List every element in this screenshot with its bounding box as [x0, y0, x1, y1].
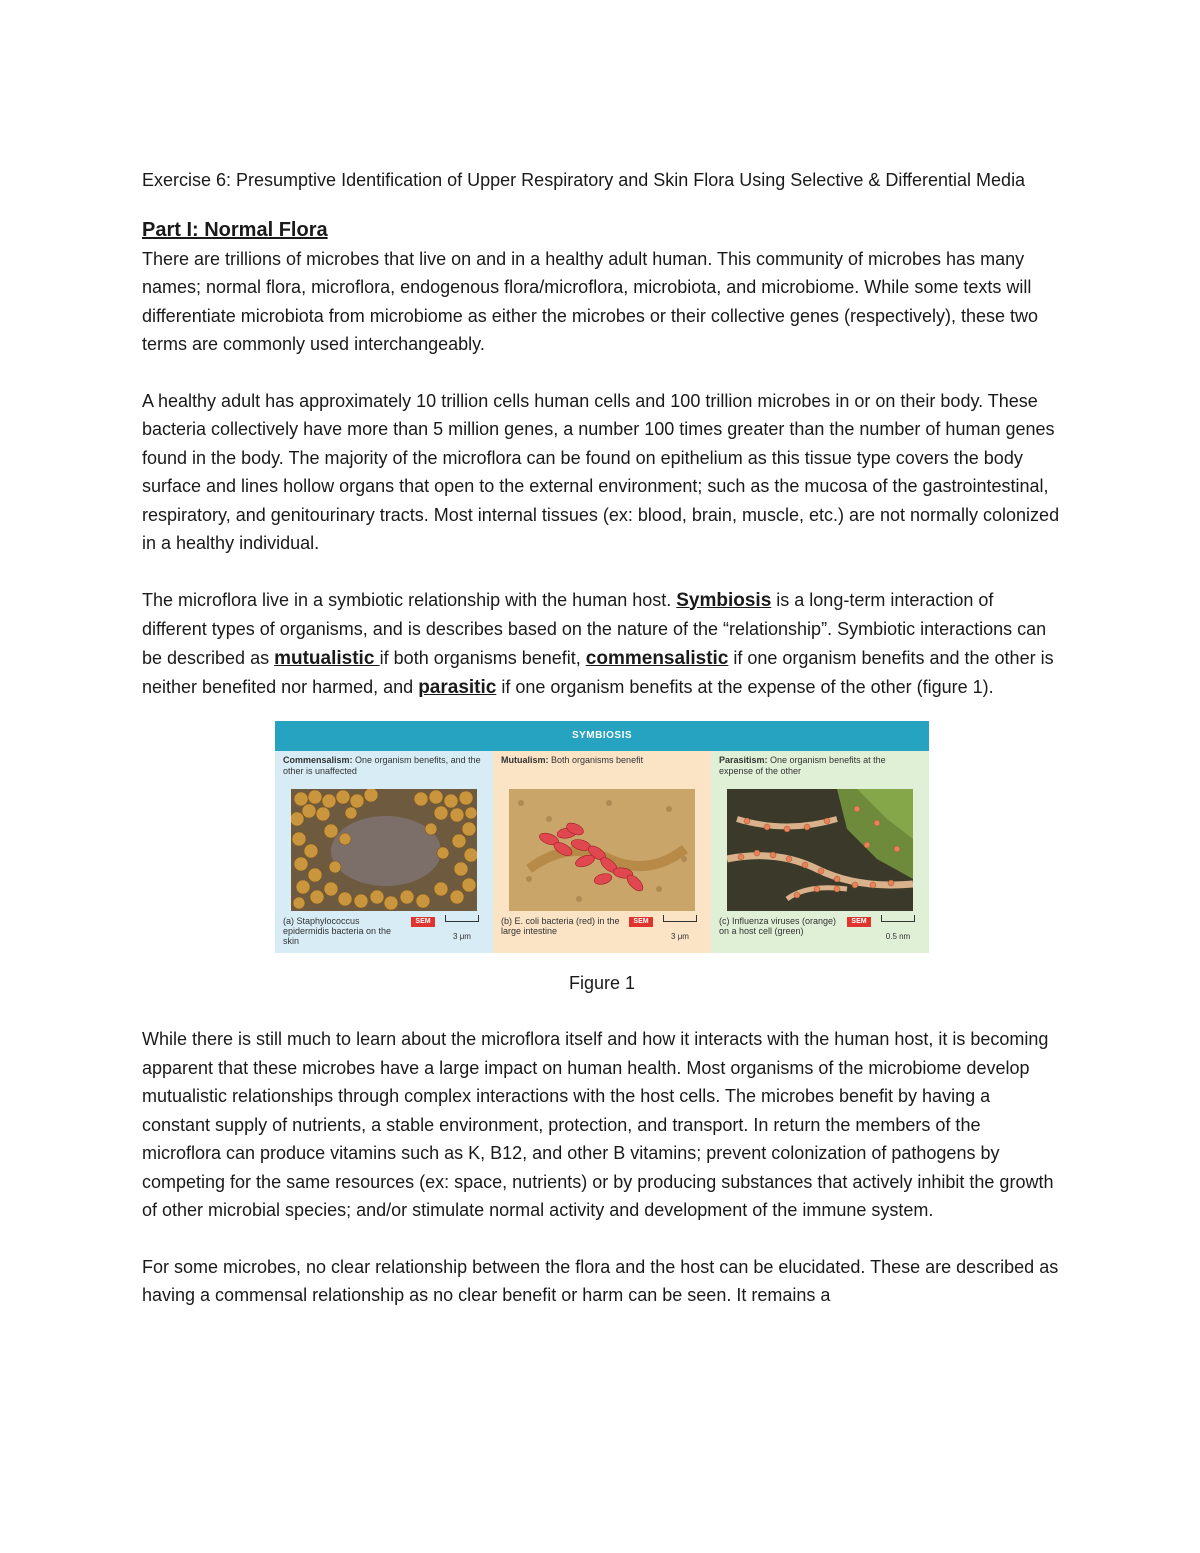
paragraph-intro: There are trillions of microbes that live on and in a healthy adult human. This community of microbes has many names; normal flora, microflora, endogenous flora/microflora, microbiota, and microbiome. While some texts will differentiate microbiota from microbiome as either the microbes or their collective genes (respectively), these two terms are commonly used interchangeably. — [142, 248, 1039, 354]
term-parasitic: parasitic — [418, 677, 497, 698]
panel-term: Parasitism: — [719, 754, 768, 765]
panel-caption: (c) Influenza viruses (orange) on a host cell (green) — [719, 915, 837, 936]
panel-term: Commensalism: — [283, 754, 353, 765]
paragraph-cell-counts: A healthy adult has approximately 10 trillion cells human cells and 100 trillion microbes in or on their body. These bacteria collectively have more than 5 million genes, a number 100 times greater than the number of human genes found in the body. The majority of the microflora can be found on epithelium as this tissue type covers the body surface and lines hollow organs that open to the external environment; such as the mucosa of the gastrointestinal, respiratory, and genitourinary tracts. Most internal tissues (ex: blood, brain, muscle, etc.) are not normally colonized in a healthy individual. — [142, 390, 1060, 553]
sem-badge: SEM — [629, 917, 653, 927]
figure-label: Figure 1 — [568, 972, 636, 993]
influenza-micrograph-image — [727, 789, 913, 911]
text-run: is a long-term interaction of different types of organisms, and is describes based on the nature of the “relationship”. Symbiotic interactions can be described as — [142, 589, 1047, 668]
document-body — [142, 166, 1062, 1338]
panel-caption: (a) Staphylococcus epidermidis bacteria on the skin — [283, 915, 392, 946]
panel-title — [719, 755, 921, 777]
figure-banner: SYMBIOSIS — [275, 721, 929, 751]
panel-desc: Both organisms benefit — [548, 754, 644, 765]
text-run: if one organism benefits and the other is neither benefited nor harmed, and — [142, 647, 1054, 697]
panel-title — [283, 755, 485, 777]
panel-desc: One organism benefits, and the other is unaffected — [283, 754, 481, 776]
text-run: if both organisms benefit, — [379, 647, 586, 668]
panel-parasitism — [711, 751, 929, 953]
paragraph-commensal: For some microbes, no clear relationship between the flora and the host can be elucidated. These are described as having a commensal relationship as no clear benefit or harm can be seen. It remains a — [142, 1256, 1059, 1305]
term-commensalistic: commensalistic — [585, 647, 729, 669]
term-symbiosis: Symbiosis — [676, 589, 772, 611]
panel-desc: One organism benefits at the expense of the other — [719, 754, 886, 776]
scale-bar — [445, 915, 479, 952]
panel-caption: (b) E. coli bacteria (red) in the large intestine — [501, 915, 620, 936]
ecoli-micrograph-image — [509, 789, 695, 911]
panel-commensalism — [275, 751, 493, 953]
panel-title — [501, 755, 703, 766]
paragraph-symbiosis — [142, 586, 1062, 703]
document-title: Exercise 6: Presumptive Identification of Upper Respiratory and Skin Flora Using Selective & Differential Media — [142, 170, 1026, 190]
sem-badge: SEM — [847, 917, 871, 927]
paragraph-health-impact: While there is still much to learn about the microflora itself and how it interacts with the human host, it is becoming apparent that these microbes have a large impact on human health. Most organisms of the microbiome develop mutualistic relationships through complex interactions with the host cells. The microbes benefit by having a constant supply of nutrients, a stable environment, protection, and transport. In return the members of the microflora can produce vitamins such as K, B12, and other B vitamins; prevent colonization of pathogens by competing for the same resources (ex: space, nutrients) or by producing substances that actively inhibit the growth of other microbial species; and/or stimulate normal activity and development of the immune system. — [142, 1029, 1054, 1220]
scale-label: 3 μm — [671, 931, 689, 941]
scale-label: 3 μm — [453, 931, 471, 941]
panel-term: Mutualism: — [501, 754, 549, 765]
term-mutualistic: mutualistic — [274, 647, 380, 669]
text-run: if one organism benefits at the expense of the other (figure 1). — [496, 677, 994, 697]
panel-mutualism — [493, 751, 711, 953]
scale-bar — [663, 915, 697, 952]
scale-bar — [881, 915, 915, 952]
sem-badge: SEM — [411, 917, 435, 927]
staphylococcus-micrograph-image — [291, 789, 477, 911]
symbiosis-figure — [275, 721, 929, 953]
scale-label: 0.5 nm — [885, 931, 911, 941]
section-heading: Part I: Normal Flora — [142, 218, 328, 241]
text-run: The microflora live in a symbiotic relationship with the human host. — [142, 589, 677, 610]
